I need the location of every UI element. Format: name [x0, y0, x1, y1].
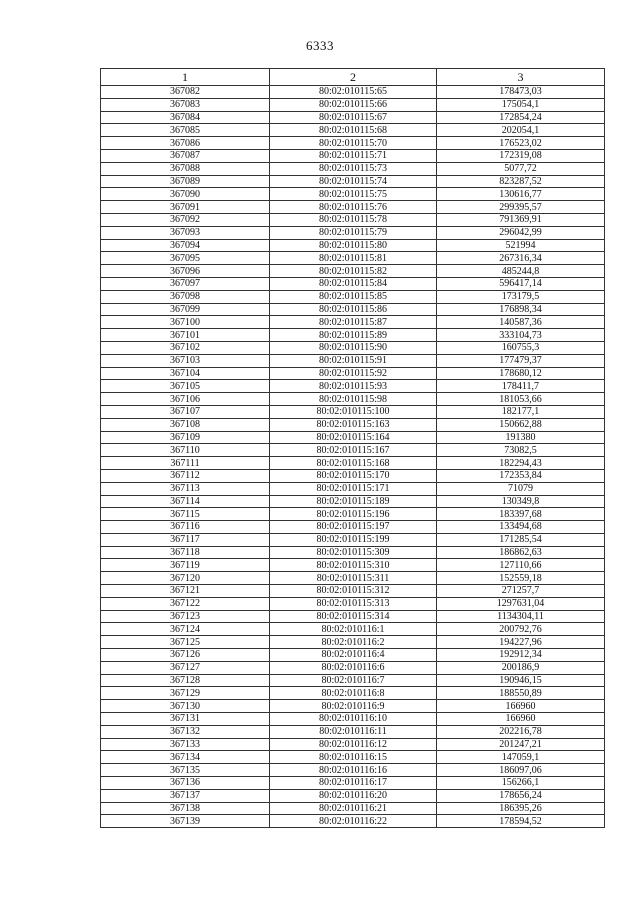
table-row — [101, 585, 605, 598]
value-cell: 133494,68 — [437, 521, 605, 534]
table-row — [101, 546, 605, 559]
row-number-cell: 367114 — [101, 495, 270, 508]
cadastral-number-cell: 80:02:010115:70 — [270, 137, 437, 150]
row-number-cell: 367102 — [101, 341, 270, 354]
cadastral-number-cell: 80:02:010115:313 — [270, 597, 437, 610]
value-cell: 202216,78 — [437, 725, 605, 738]
value-cell: 485244,8 — [437, 265, 605, 278]
value-cell: 177479,37 — [437, 354, 605, 367]
table-row — [101, 175, 605, 188]
value-cell: 1297631,04 — [437, 597, 605, 610]
value-cell: 166960 — [437, 713, 605, 726]
row-number-cell: 367099 — [101, 303, 270, 316]
cadastral-number-cell: 80:02:010115:98 — [270, 393, 437, 406]
row-number-cell: 367086 — [101, 137, 270, 150]
row-number-cell: 367129 — [101, 687, 270, 700]
table-row — [101, 418, 605, 431]
cadastral-number-cell: 80:02:010115:91 — [270, 354, 437, 367]
row-number-cell: 367109 — [101, 431, 270, 444]
cadastral-number-cell: 80:02:010116:16 — [270, 764, 437, 777]
row-number-cell: 367090 — [101, 188, 270, 201]
value-cell: 171285,54 — [437, 533, 605, 546]
value-cell: 130349,8 — [437, 495, 605, 508]
cadastral-number-cell: 80:02:010115:84 — [270, 277, 437, 290]
column-header-2: 2 — [270, 69, 437, 86]
cadastral-number-cell: 80:02:010115:65 — [270, 86, 437, 99]
cadastral-number-cell: 80:02:010115:170 — [270, 469, 437, 482]
row-number-cell: 367115 — [101, 508, 270, 521]
row-number-cell: 367133 — [101, 738, 270, 751]
table-row — [101, 572, 605, 585]
table-row — [101, 329, 605, 342]
cadastral-number-cell: 80:02:010116:6 — [270, 661, 437, 674]
cadastral-number-cell: 80:02:010116:9 — [270, 700, 437, 713]
value-cell: 5077,72 — [437, 162, 605, 175]
table-row — [101, 713, 605, 726]
row-number-cell: 367104 — [101, 367, 270, 380]
table-row — [101, 636, 605, 649]
value-cell: 202054,1 — [437, 124, 605, 137]
cadastral-number-cell: 80:02:010115:73 — [270, 162, 437, 175]
table-row — [101, 815, 605, 828]
value-cell: 201247,21 — [437, 738, 605, 751]
value-cell: 140587,36 — [437, 316, 605, 329]
row-number-cell: 367116 — [101, 521, 270, 534]
row-number-cell: 367088 — [101, 162, 270, 175]
cadastral-number-cell: 80:02:010115:68 — [270, 124, 437, 137]
table-row — [101, 316, 605, 329]
cadastral-number-cell: 80:02:010116:15 — [270, 751, 437, 764]
row-number-cell: 367112 — [101, 469, 270, 482]
value-cell: 166960 — [437, 700, 605, 713]
row-number-cell: 367125 — [101, 636, 270, 649]
cadastral-number-cell: 80:02:010116:22 — [270, 815, 437, 828]
cadastral-number-cell: 80:02:010115:90 — [270, 341, 437, 354]
row-number-cell: 367100 — [101, 316, 270, 329]
table-row — [101, 610, 605, 623]
cadastral-number-cell: 80:02:010116:10 — [270, 713, 437, 726]
row-number-cell: 367103 — [101, 354, 270, 367]
cadastral-number-cell: 80:02:010115:199 — [270, 533, 437, 546]
row-number-cell: 367095 — [101, 252, 270, 265]
cadastral-number-cell: 80:02:010115:171 — [270, 482, 437, 495]
cadastral-number-cell: 80:02:010115:163 — [270, 418, 437, 431]
cadastral-number-cell: 80:02:010115:74 — [270, 175, 437, 188]
value-cell: 178680,12 — [437, 367, 605, 380]
row-number-cell: 367138 — [101, 802, 270, 815]
value-cell: 150662,88 — [437, 418, 605, 431]
table-row — [101, 265, 605, 278]
table-body — [101, 86, 605, 828]
cadastral-number-cell: 80:02:010115:81 — [270, 252, 437, 265]
value-cell: 178594,52 — [437, 815, 605, 828]
table-row — [101, 623, 605, 636]
table-row — [101, 674, 605, 687]
value-cell: 176898,34 — [437, 303, 605, 316]
row-number-cell: 367130 — [101, 700, 270, 713]
page-number: 6333 — [306, 38, 334, 53]
row-number-cell: 367127 — [101, 661, 270, 674]
cadastral-number-cell: 80:02:010116:12 — [270, 738, 437, 751]
value-cell: 521994 — [437, 239, 605, 252]
value-cell: 188550,89 — [437, 687, 605, 700]
value-cell: 299395,57 — [437, 201, 605, 214]
table-row — [101, 111, 605, 124]
table-row — [101, 137, 605, 150]
cadastral-number-cell: 80:02:010115:78 — [270, 213, 437, 226]
cadastral-number-cell: 80:02:010115:82 — [270, 265, 437, 278]
cadastral-number-cell: 80:02:010115:80 — [270, 239, 437, 252]
value-cell: 176523,02 — [437, 137, 605, 150]
value-cell: 271257,7 — [437, 585, 605, 598]
table-row — [101, 738, 605, 751]
cadastral-number-cell: 80:02:010115:76 — [270, 201, 437, 214]
column-header-3: 3 — [437, 69, 605, 86]
value-cell: 178656,24 — [437, 789, 605, 802]
cadastral-number-cell: 80:02:010115:168 — [270, 457, 437, 470]
column-header-1: 1 — [101, 69, 270, 86]
row-number-cell: 367132 — [101, 725, 270, 738]
row-number-cell: 367091 — [101, 201, 270, 214]
value-cell: 186862,63 — [437, 546, 605, 559]
value-cell: 181053,66 — [437, 393, 605, 406]
value-cell: 172854,24 — [437, 111, 605, 124]
table-row — [101, 149, 605, 162]
cadastral-number-cell: 80:02:010115:71 — [270, 149, 437, 162]
cadastral-number-cell: 80:02:010115:85 — [270, 290, 437, 303]
row-number-cell: 367084 — [101, 111, 270, 124]
table-row — [101, 341, 605, 354]
cadastral-number-cell: 80:02:010115:79 — [270, 226, 437, 239]
cadastral-number-cell: 80:02:010116:4 — [270, 649, 437, 662]
row-number-cell: 367085 — [101, 124, 270, 137]
value-cell: 186395,26 — [437, 802, 605, 815]
row-number-cell: 367110 — [101, 444, 270, 457]
table-row — [101, 725, 605, 738]
cadastral-number-cell: 80:02:010115:197 — [270, 521, 437, 534]
row-number-cell: 367083 — [101, 98, 270, 111]
cadastral-number-cell: 80:02:010116:21 — [270, 802, 437, 815]
cadastral-number-cell: 80:02:010115:167 — [270, 444, 437, 457]
row-number-cell: 367098 — [101, 290, 270, 303]
row-number-cell: 367089 — [101, 175, 270, 188]
value-cell: 200792,76 — [437, 623, 605, 636]
cadastral-number-cell: 80:02:010115:312 — [270, 585, 437, 598]
table-row — [101, 521, 605, 534]
row-number-cell: 367106 — [101, 393, 270, 406]
table-row — [101, 380, 605, 393]
table-row — [101, 661, 605, 674]
row-number-cell: 367134 — [101, 751, 270, 764]
table-row — [101, 700, 605, 713]
table-row — [101, 457, 605, 470]
table-row — [101, 469, 605, 482]
value-cell: 127110,66 — [437, 559, 605, 572]
table-row — [101, 431, 605, 444]
table-row — [101, 789, 605, 802]
cadastral-number-cell: 80:02:010116:1 — [270, 623, 437, 636]
table-row — [101, 802, 605, 815]
table-row — [101, 277, 605, 290]
row-number-cell: 367111 — [101, 457, 270, 470]
row-number-cell: 367139 — [101, 815, 270, 828]
cadastral-value-table — [100, 68, 605, 828]
cadastral-number-cell: 80:02:010115:66 — [270, 98, 437, 111]
value-cell: 152559,18 — [437, 572, 605, 585]
cadastral-number-cell: 80:02:010116:11 — [270, 725, 437, 738]
value-cell: 172353,84 — [437, 469, 605, 482]
cadastral-number-cell: 80:02:010115:310 — [270, 559, 437, 572]
row-number-cell: 367105 — [101, 380, 270, 393]
value-cell: 823287,52 — [437, 175, 605, 188]
row-number-cell: 367082 — [101, 86, 270, 99]
table-row — [101, 213, 605, 226]
table-row — [101, 252, 605, 265]
cadastral-number-cell: 80:02:010115:100 — [270, 405, 437, 418]
row-number-cell: 367137 — [101, 789, 270, 802]
cadastral-number-cell: 80:02:010116:17 — [270, 777, 437, 790]
table-row — [101, 482, 605, 495]
cadastral-number-cell: 80:02:010115:314 — [270, 610, 437, 623]
table-row — [101, 444, 605, 457]
row-number-cell: 367126 — [101, 649, 270, 662]
value-cell: 147059,1 — [437, 751, 605, 764]
value-cell: 194227,96 — [437, 636, 605, 649]
cadastral-number-cell: 80:02:010116:8 — [270, 687, 437, 700]
header-row — [101, 69, 605, 86]
value-cell: 160755,3 — [437, 341, 605, 354]
table-row — [101, 405, 605, 418]
row-number-cell: 367097 — [101, 277, 270, 290]
row-number-cell: 367136 — [101, 777, 270, 790]
value-cell: 172319,08 — [437, 149, 605, 162]
table-row — [101, 597, 605, 610]
row-number-cell: 367092 — [101, 213, 270, 226]
value-cell: 296042,99 — [437, 226, 605, 239]
value-cell: 596417,14 — [437, 277, 605, 290]
value-cell: 178473,03 — [437, 86, 605, 99]
row-number-cell: 367118 — [101, 546, 270, 559]
row-number-cell: 367122 — [101, 597, 270, 610]
cadastral-number-cell: 80:02:010116:7 — [270, 674, 437, 687]
row-number-cell: 367119 — [101, 559, 270, 572]
value-cell: 1134304,11 — [437, 610, 605, 623]
cadastral-number-cell: 80:02:010115:196 — [270, 508, 437, 521]
cadastral-number-cell: 80:02:010115:89 — [270, 329, 437, 342]
table-row — [101, 201, 605, 214]
table-row — [101, 751, 605, 764]
value-cell: 333104,73 — [437, 329, 605, 342]
value-cell: 186097,06 — [437, 764, 605, 777]
row-number-cell: 367124 — [101, 623, 270, 636]
value-cell: 182294,43 — [437, 457, 605, 470]
table-row — [101, 777, 605, 790]
cadastral-number-cell: 80:02:010115:92 — [270, 367, 437, 380]
row-number-cell: 367135 — [101, 764, 270, 777]
value-cell: 130616,77 — [437, 188, 605, 201]
cadastral-number-cell: 80:02:010115:164 — [270, 431, 437, 444]
row-number-cell: 367087 — [101, 149, 270, 162]
table-row — [101, 649, 605, 662]
table-row — [101, 354, 605, 367]
row-number-cell: 367131 — [101, 713, 270, 726]
value-cell: 192912,34 — [437, 649, 605, 662]
table-row — [101, 290, 605, 303]
row-number-cell: 367123 — [101, 610, 270, 623]
value-cell: 791369,91 — [437, 213, 605, 226]
table-row — [101, 393, 605, 406]
row-number-cell: 367117 — [101, 533, 270, 546]
value-cell: 183397,68 — [437, 508, 605, 521]
value-cell: 267316,34 — [437, 252, 605, 265]
row-number-cell: 367096 — [101, 265, 270, 278]
table-row — [101, 239, 605, 252]
cadastral-number-cell: 80:02:010116:20 — [270, 789, 437, 802]
cadastral-number-cell: 80:02:010115:86 — [270, 303, 437, 316]
value-cell: 73082,5 — [437, 444, 605, 457]
value-cell: 191380 — [437, 431, 605, 444]
table-row — [101, 188, 605, 201]
cadastral-number-cell: 80:02:010115:189 — [270, 495, 437, 508]
table-row — [101, 162, 605, 175]
table-row — [101, 495, 605, 508]
value-cell: 173179,5 — [437, 290, 605, 303]
table-row — [101, 533, 605, 546]
table-row — [101, 303, 605, 316]
row-number-cell: 367113 — [101, 482, 270, 495]
value-cell: 175054,1 — [437, 98, 605, 111]
row-number-cell: 367094 — [101, 239, 270, 252]
cadastral-number-cell: 80:02:010116:2 — [270, 636, 437, 649]
table-row — [101, 559, 605, 572]
cadastral-number-cell: 80:02:010115:67 — [270, 111, 437, 124]
value-cell: 182177,1 — [437, 405, 605, 418]
table-row — [101, 367, 605, 380]
cadastral-number-cell: 80:02:010115:311 — [270, 572, 437, 585]
value-cell: 178411,7 — [437, 380, 605, 393]
value-cell: 71079 — [437, 482, 605, 495]
value-cell: 200186,9 — [437, 661, 605, 674]
cadastral-number-cell: 80:02:010115:309 — [270, 546, 437, 559]
value-cell: 156266,1 — [437, 777, 605, 790]
row-number-cell: 367093 — [101, 226, 270, 239]
table-row — [101, 687, 605, 700]
table-row — [101, 124, 605, 137]
value-cell: 190946,15 — [437, 674, 605, 687]
row-number-cell: 367107 — [101, 405, 270, 418]
table-row — [101, 764, 605, 777]
row-number-cell: 367120 — [101, 572, 270, 585]
table-row — [101, 98, 605, 111]
table-row — [101, 226, 605, 239]
row-number-cell: 367101 — [101, 329, 270, 342]
cadastral-number-cell: 80:02:010115:87 — [270, 316, 437, 329]
row-number-cell: 367128 — [101, 674, 270, 687]
cadastral-number-cell: 80:02:010115:93 — [270, 380, 437, 393]
row-number-cell: 367121 — [101, 585, 270, 598]
table-row — [101, 86, 605, 99]
table-row — [101, 508, 605, 521]
cadastral-number-cell: 80:02:010115:75 — [270, 188, 437, 201]
row-number-cell: 367108 — [101, 418, 270, 431]
